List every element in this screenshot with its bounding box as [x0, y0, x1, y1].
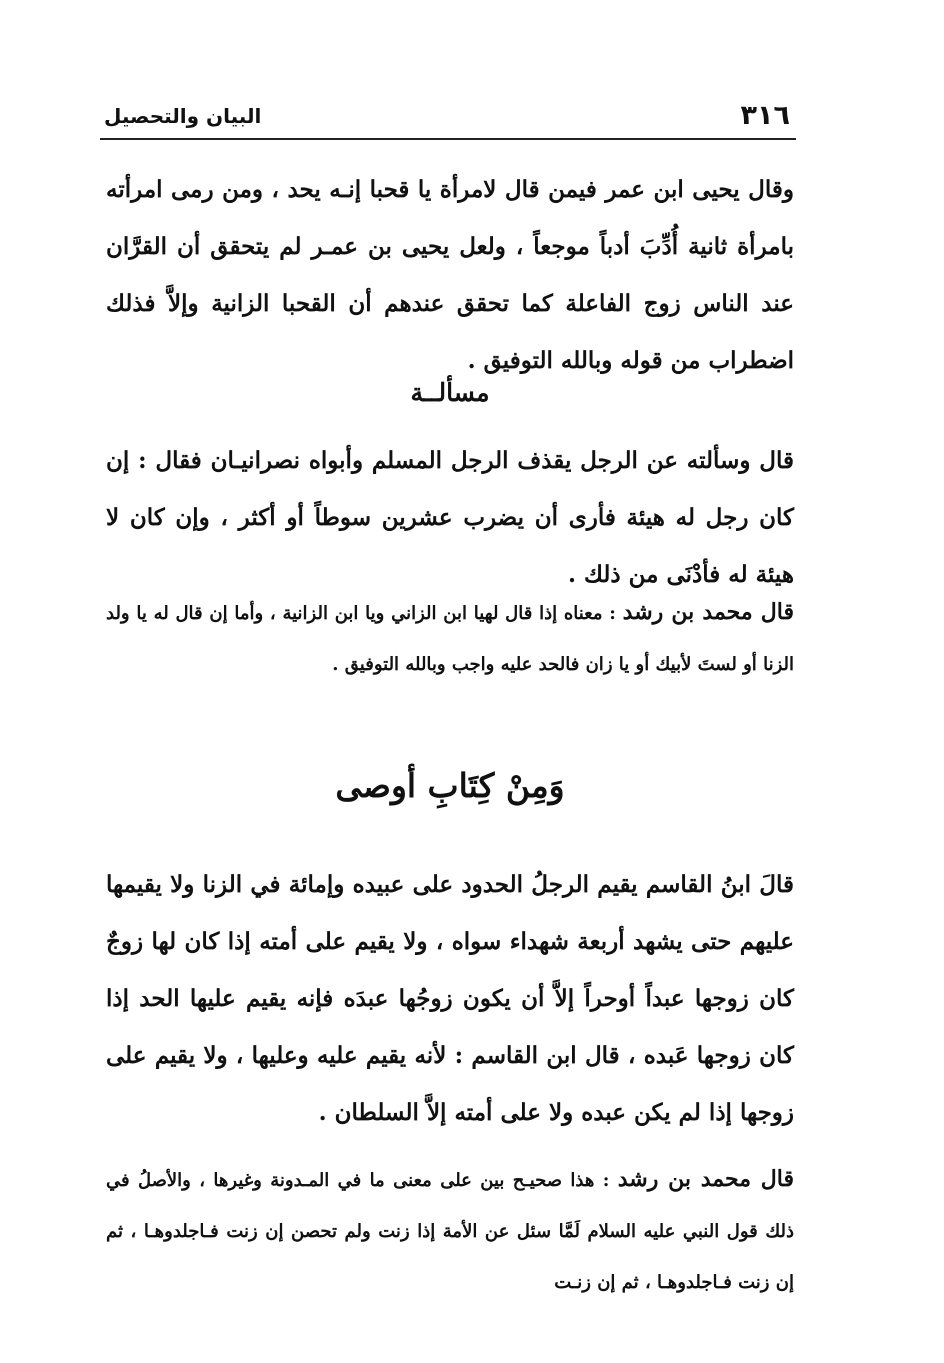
commentary-2: [106, 1154, 794, 1308]
paragraph-3: [106, 856, 794, 1141]
commentary-1-lead: قال محمد بن رشد: [622, 599, 794, 625]
commentary-2-lead: قال محمد بن رشد: [617, 1166, 794, 1192]
paragraph-3-text: قالَ ابنُ القاسم يقيم الرجلُ الحدود على عبيده وإمائة في الزنا ولا يقيمها عليهم حتى يشهد أربعة شهداء سواه ، ولا يقيم على أمته إذا كان لها زوجٌ كان زوجها عبداً أوحراً إلاَّ أن يكون زوجُها عبدَه فإنه يقيم عليها الحد إذا كان زوجها عَبده ، قال ابن القاسم : لأنه يقيم عليه وعليها ، ولا يقيم على زوجها إذا لم يكن عبده ولا على أمته إلاَّ السلطان .: [106, 871, 794, 1126]
commentary-1: [106, 587, 794, 690]
section-heading-masala: مسألــة: [410, 378, 490, 407]
page-header: [100, 98, 796, 140]
paragraph-1: [106, 161, 794, 389]
paragraph-2-text: قال وسألته عن الرجل يقذف الرجل المسلم وأبواه نصرانيـان فقال : إن كان رجل له هيئة فأرى أن يضرب عشرين سوطاً أو أكثر ، وإن كان لا هيئة له فأدْنَى من ذلك .: [106, 447, 794, 588]
book-heading: وَمِنْ كِتَابِ أوصى: [335, 766, 565, 805]
paragraph-1-text: وقال يحيى ابن عمر فيمن قال لامرأة يا قحبا إنـه يحد ، ومن رمى امرأته بامرأة ثانية أُدِّبَ أدباً موجعاً ، ولعل يحيى بن عمـر لم يتحقق أن القرَّان عند الناس زوج الفاعلة كما تحقق عندهم أن القحبا الزانية وإلاَّ فذلك اضطراب من قوله وبالله التوفيق .: [106, 176, 794, 374]
commentary-1-body: : معناه إذا قال لهيا ابن الزاني ويا ابن الزانية ، وأما إن قال له يا ولد الزنا أو لستَ لأبيك أو يا زان فالحد عليه واجب وبالله التوفيق .: [106, 603, 794, 675]
commentary-2-text: [106, 1154, 794, 1308]
page-number: ٣١٦: [740, 100, 790, 131]
running-title: البيان والتحصيل: [104, 104, 262, 128]
commentary-2-body: : هذا صحيـح بين على معنى ما في المـدونة وغيرها ، والأصلُ في ذلك قول النبي عليه السلام لَمَّا سئل عن الأمة إذا زنت ولم تحصن إن زنت فـاجلدوهـا ، ثم إن زنت فـاجلدوهـا ، ثم إن زنـت: [106, 1170, 794, 1293]
paragraph-2: [106, 432, 794, 603]
commentary-1-text: [106, 587, 794, 690]
